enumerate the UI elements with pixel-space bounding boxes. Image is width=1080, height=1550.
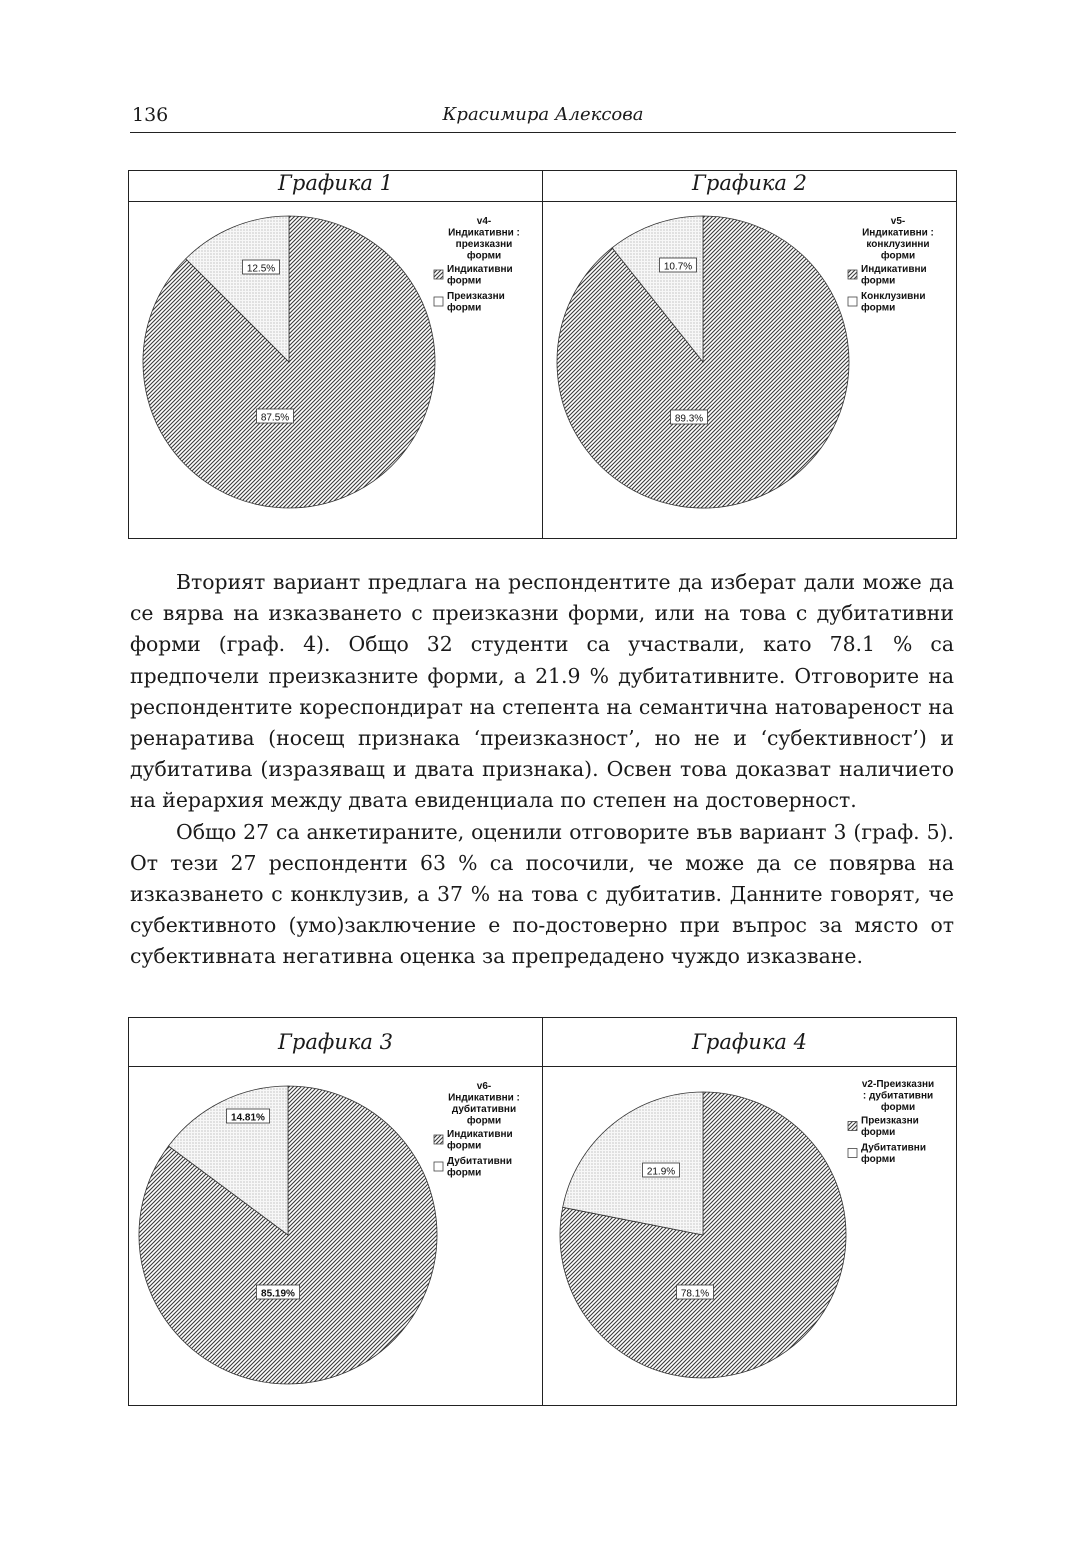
chart-cell-3 <box>129 1067 543 1406</box>
chart-cell-1 <box>129 202 543 539</box>
chart-table-bottom <box>128 1017 957 1406</box>
slice-label: 78.1% <box>680 1288 710 1300</box>
legend-title: Индикативни : <box>448 227 520 239</box>
body-text <box>130 567 954 973</box>
legend-label: форми <box>447 1167 482 1179</box>
legend-title: форми <box>880 1102 916 1113</box>
legend-swatch <box>848 270 857 279</box>
pie-chart-1 <box>129 202 542 537</box>
legend-title: Индикативни : <box>448 1092 520 1104</box>
slice-label: 85.19% <box>261 1288 295 1300</box>
pie-chart-2 <box>543 202 956 537</box>
legend-label: Дубитативни <box>861 1142 926 1154</box>
chart-cell-4 <box>543 1067 957 1406</box>
legend-label: форми <box>447 1140 482 1152</box>
legend-label: форми <box>861 302 896 314</box>
legend-title: конклузинни <box>866 239 930 250</box>
legend-label: Индикативни <box>447 264 513 275</box>
legend-label: Преизказни <box>861 1115 919 1127</box>
legend-title: форми <box>880 250 916 262</box>
legend-label: форми <box>861 1127 896 1138</box>
legend-title: v6- <box>476 1081 492 1092</box>
legend-title: v4- <box>476 216 492 227</box>
legend-swatch <box>434 1135 443 1144</box>
legend-title: Индикативни : <box>862 227 934 239</box>
slice-label: 10.7% <box>663 261 693 273</box>
legend-title: v5- <box>890 216 906 227</box>
chart-table-top <box>128 170 957 539</box>
page-number: 136 <box>132 104 169 126</box>
legend-label: Индикативни <box>861 264 927 275</box>
chart-title-1: Графика 1 <box>129 171 543 202</box>
legend-swatch <box>434 1162 443 1171</box>
chart-title-4: Графика 4 <box>543 1018 957 1067</box>
slice-label: 12.5% <box>246 263 276 275</box>
legend-label: Преизказни <box>447 291 505 302</box>
legend-label: форми <box>447 302 482 314</box>
chart-cell-2 <box>543 202 957 539</box>
chart-title-2: Графика 2 <box>543 171 957 202</box>
legend-label: форми <box>447 275 482 287</box>
pie-chart-3 <box>129 1067 542 1404</box>
legend-swatch <box>848 297 857 306</box>
slice-label: 87.5% <box>260 412 290 424</box>
page-header <box>130 100 956 133</box>
legend-label: Дубитативни <box>447 1156 512 1167</box>
chart-title-3: Графика 3 <box>129 1018 543 1067</box>
legend-label: Конклузивни <box>861 291 926 302</box>
legend-label: форми <box>861 275 896 287</box>
slice-label: 89.3% <box>674 413 704 425</box>
legend-swatch <box>848 1122 857 1131</box>
slice-label: 14.81% <box>231 1112 265 1124</box>
legend-label: Индикативни <box>447 1129 513 1140</box>
legend-swatch <box>434 297 443 306</box>
pie-chart-4 <box>543 1067 956 1404</box>
running-head: Красимира Алексова <box>442 104 644 125</box>
legend-swatch <box>848 1149 857 1158</box>
legend-label: форми <box>861 1154 896 1165</box>
legend-title: : дубитативни <box>862 1090 934 1102</box>
paragraph: Общо 27 са анкетираните, оценили отговорите във вариант 3 (граф. 5). От тези 27 респонденти 63 % са посочили, че може да се повярва на изказването с конклузив, а 37 % на това с дубитатив. Данните говорят, че субективното (умо)заключение е по-достоверно при въпрос за място от субективната негативна оценка за препредадено чуждо изказване. <box>130 819 954 969</box>
legend-title: преизказни <box>455 239 513 250</box>
slice-label: 21.9% <box>646 1166 676 1178</box>
legend-title: дубитативни <box>451 1104 517 1115</box>
legend-title: форми <box>466 1115 502 1127</box>
legend-swatch <box>434 270 443 279</box>
legend-title: v2-Преизказни <box>861 1079 935 1090</box>
legend-title: форми <box>466 250 502 262</box>
paragraph: Вторият вариант предлага на респондентите да изберат дали може да се вярва на изказването с преизказни форми, или на това с дубитативни форми (граф. 4). Общо 32 студенти са участвали, като 78.1 % са предпочели преизказните форми, а 21.9 % дубитативните. Отговорите на респондентите кореспондират на степента на семантична натовареност на ренаратива (носещ признака ‘преизказност’, но не и ‘субективност’) и дубитатива (изразяващ и двата признака). Освен това доказват наличието на йерархия между двата евиденциала по степен на достоверност. <box>130 570 954 813</box>
